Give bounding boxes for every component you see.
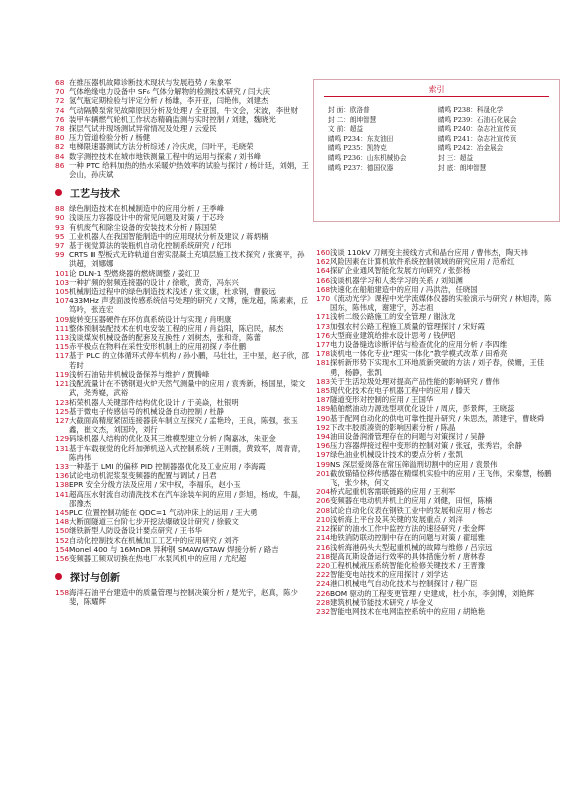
toc-entry[interactable] [316,358,556,376]
page-number: 84 [55,151,65,161]
toc-entry[interactable] [55,462,310,471]
page-number: 232 [316,606,331,616]
entry-title: 旋转变压器硬件在环仿真系统设计与实现 / 肖明康 [69,314,232,324]
page-number: 72 [55,96,65,106]
page-number: 148 [55,517,70,527]
toc-entry[interactable] [316,552,556,561]
page-number: 218 [316,551,331,561]
page-number: 183 [316,376,331,386]
toc-entry[interactable] [316,543,556,552]
index-entry: 睛鸣 P238：科晟化学 [438,106,504,114]
page-number: 171 [316,312,331,322]
entry-title: 电力设备缝选诊断评估与检查优化的应用分析 / 李四维 [330,340,508,350]
bullet-dot-icon [55,189,62,196]
toc-entry[interactable] [55,161,310,179]
page-number: 95 [55,231,65,241]
entry-title: 探析新形势下实现水工环地质新突破的方法 / 刘子春，侯姗，王佳勇，杨静，张凯 [330,358,545,377]
toc-entry[interactable] [55,398,310,407]
entry-title: 浅谈机器学习和人类学习的关系 / 刘知渊 [330,275,463,285]
page-number: 136 [55,471,70,481]
toc-entry[interactable] [55,526,310,535]
entry-title: 浅析石油钻井机械设备保养与维护 / 贾腾峰 [69,369,210,379]
entry-title: 基于车载视觉的化纤加弹机送入式控制系统 / 王则震，黄致军，周青青，陈冉伟 [69,443,306,462]
ad-index-box [313,79,560,222]
page-number: 131 [55,443,70,453]
page-number: 189 [316,404,331,414]
entry-title: 浅谈煤炭机械设备的配套及互换性 / 刘树杰，张和奇，陈蕾 [69,333,261,343]
toc-entry[interactable] [316,257,556,266]
page-number: 222 [316,570,331,580]
toc-entry[interactable] [55,342,310,351]
index-rows [328,106,548,173]
entry-title: 机械制造过程中的绿色制造技术浅述 / 张文康，杜求钢，曹毅远 [69,287,276,297]
page-number: 196 [316,441,331,451]
entry-title: 继铁新型人防设备设计要点研究 / 王书华 [69,526,202,536]
toc-entry[interactable] [316,460,556,469]
page-number: 168 [316,284,331,294]
page-number: 127 [55,415,70,425]
page-number: 107 [55,296,70,306]
toc-entry[interactable] [55,269,310,278]
toc-right-column [316,248,556,616]
page-number: 199 [316,459,331,469]
page-number: 194 [316,432,331,442]
toc-entry[interactable] [316,340,556,349]
index-entry: 封 三：超益 [438,153,474,162]
page-number: 105 [55,287,70,297]
entry-title: 地铁消防联动控制中存在的问题与对策 / 翟瑶雅 [330,533,486,543]
toc-entry[interactable] [55,223,310,232]
index-entry: 睛鸣 P234：东友油田 [328,134,394,143]
toc-entry[interactable] [55,232,310,241]
entry-title: 绿色油业机械设计技术的要点分析 / 张凯 [330,450,463,460]
page-number: 178 [316,349,331,359]
page-number: 76 [55,114,65,124]
index-entry: 睛鸣 P236：山东机械协会 [328,153,407,162]
toc-entry[interactable] [55,471,310,480]
index-entry: 睛鸣 P239：石油石化展会 [438,115,517,124]
page-number: 214 [316,533,331,543]
toc-entry[interactable] [316,266,556,275]
index-divider [324,96,549,97]
entry-title: 整体预制装配技术在机电安装工程的应用 / 肖益阳，陈启民，郝杰 [69,323,284,333]
page-number: 138 [55,480,70,490]
toc-entry[interactable] [316,349,556,358]
index-row [328,164,548,174]
section-title: 探讨与创新 [70,573,120,585]
toc-entry[interactable] [55,444,310,462]
toc-entry[interactable] [55,106,310,115]
page-number: 68 [55,78,65,87]
toc-list-process [55,204,310,563]
toc-entry[interactable] [55,324,310,333]
entry-title: 基于微电子传感信号的机械设备自动控制 / 杜静 [69,406,225,416]
entry-title: 船舶燃油动力源选型项优化设计 / 周庆，彭景辉，王晓蕊 [330,404,515,414]
index-entry: 睛鸣 P235：凯特克 [328,144,387,153]
toc-entry[interactable] [316,450,556,459]
page-number: 86 [55,160,65,170]
entry-title: 工程机械液压系统智能化检修关键技术 / 王晋豫 [330,560,486,570]
toc-entry[interactable] [316,561,556,570]
toc-entry[interactable] [55,407,310,416]
toc-entry[interactable] [316,331,556,340]
entry-title: 变频器在电动机并机上的应用 / 刘健，田恒，陈楠 [330,496,493,506]
toc-entry[interactable] [316,386,556,395]
page-number: 103 [55,277,70,287]
page-number: 224 [316,579,331,589]
index-row [328,125,548,135]
toc-entry[interactable] [316,423,556,432]
entry-title: 风险因素在计算机软件系统控制领域的研究应用 / 范希红 [330,257,515,267]
index-row [328,154,548,164]
page-number: 176 [316,330,331,340]
toc-list-top [55,78,310,179]
page-number: 212 [316,524,331,534]
entry-title: BOM 驱动的工程变更管理 / 史建成，杜小东，李剑博，刘艳辉 [330,588,535,598]
page-number: 190 [316,413,331,423]
page-number: 173 [316,321,331,331]
entry-title: 压力管道检验分析 / 杨健 [69,133,151,143]
entry-title: 压力容器焊接过程中变形的控制对策 / 张冠，张秀岩，余静 [330,441,522,451]
index-entry: 封 底：朗坤智慧 [438,163,487,172]
page-number: 152 [55,535,70,545]
toc-entry[interactable] [55,480,310,489]
toc-entry[interactable] [55,287,310,296]
entry-title: 数字测控技术在城市地铁测量工程中的运用与探索 / 刘书峰 [69,151,261,161]
page-number: 70 [55,87,65,97]
entry-title: 在推压器机故障诊断技术现状与发展趋势 / 朱象军 [69,78,232,87]
toc-list-innovation [55,588,310,606]
entry-title: 浅谈 110kV 刀闸变主接线方式和晶台应用 / 曹伟杰，陶天祎 [330,248,528,257]
page-number: 117 [55,351,70,361]
page-number: 99 [55,250,65,260]
entry-title: 大截面高精度紧固连接器获车制立互探究 / 孟艳玲，王良，陈强，张玉鑫，崔文杰，刘国玲，刘行 [69,415,298,435]
entry-title: 隧道变形对控制的应用 / 王国华 [330,395,434,405]
entry-title: 工业机器人在我国智能制造中的应用现状分析及建议 / 蒋炳楠 [69,231,269,241]
toc-entry[interactable] [55,213,310,222]
page-number: 160 [316,248,331,257]
entry-title: 一种 PTC 给料加热的热水采暖炉热效率的试验与探讨 / 杨计廷，刘娟，王会山，孙庆斌 [69,160,309,180]
toc-entry[interactable] [55,536,310,545]
entry-title: 基于配网自动化的供电可靠性提升研究 / 朱思杰，萧建宇，曹晓舜 [330,413,545,423]
entry-title: 大断面隧道三台阶七步开挖法爆破设计研究 / 徐毅文 [69,517,239,527]
page-number: 101 [55,268,70,278]
toc-entry[interactable] [316,579,556,588]
entry-title: 浅析海上平台及其关键的发展重点 / 刘洋 [330,514,463,524]
toc-entry[interactable] [55,315,310,324]
toc-entry[interactable] [316,312,556,321]
page-number: 210 [316,514,331,524]
page-number: 145 [55,507,70,517]
toc-entry[interactable] [55,133,310,142]
toc-entry[interactable] [316,487,556,496]
page-number: 133 [55,461,70,471]
entry-title: EPR 安全分级方法及应用 / 宋中权，李福乐，赵小玉 [69,480,241,490]
toc-entry[interactable] [55,296,310,314]
page-number: 228 [316,597,331,607]
page-number: 129 [55,434,70,444]
entry-title: 气体绝缘电力设备中 SF₆ 气体分解物的检测技术研究 / 闫大庆 [69,87,271,97]
toc-entry[interactable] [55,416,310,434]
toc-entry[interactable] [316,589,556,598]
toc-entry[interactable] [55,588,310,606]
page-number: 185 [316,386,331,396]
toc-entry[interactable] [316,276,556,285]
page-number: 164 [316,266,331,276]
toc-entry[interactable] [316,377,556,386]
page-number: 78 [55,124,65,134]
entry-title: Monel 400 与 16MnDR 异种钢 SMAW/GTAW 焊接分析 / 路吉 [69,544,279,554]
entry-title: 浅析海港码头大型起重机械的故障与维修 / 吕宗远 [330,542,493,552]
entry-title: 桥式起重机客需联链路的应用 / 王利军 [330,487,456,497]
page-number: 197 [316,450,331,460]
page-number: 162 [316,257,331,267]
page-number: 74 [55,105,65,115]
index-entry: 睛鸣 P240：杂志社宣传页 [438,125,517,134]
toc-entry[interactable] [55,152,310,161]
entry-title: 赤平极点在物料在采性安形机制上的应用初探 / 李仕鹏 [69,342,247,352]
entry-title: 浅析二级公路施工的安全管理 / 谢泳龙 [330,312,456,322]
toc-entry[interactable] [316,322,556,331]
index-title: 索引 [428,85,445,94]
toc-entry[interactable] [55,517,310,526]
page-number: 93 [55,222,65,232]
entry-title: 探矿的油水工作中监控方法的速径研究 / 张金辉 [330,524,486,534]
entry-title: 浅配流量计在不锈钢退火炉天然气测量中的应用 / 袁秀新，杨国星，梁文武，尧秀嶷，武裕 [69,379,306,398]
entry-title: 氢气瓶定期检验与评定分析 / 杨雄，李开亚，闫艳伟，刘建杰 [69,96,269,106]
entry-title: 谈机电一体化专业“理实一体化”教学模式改革 / 田希亮 [330,349,508,359]
entry-title: 加强农村公路工程施工质量的管理探讨 / 宋好霞 [330,321,486,331]
entry-title: 浅谈压力容器设计中的常见问题及对策 / 于芯玲 [69,213,225,223]
index-entry: 睛鸣 P242：冶金展会 [438,144,504,153]
page-number: 141 [55,489,70,499]
page-number: 97 [55,241,65,251]
page-number: 170 [316,294,331,304]
entry-title: 建筑机械节能技术研究 / 毕金义 [330,597,434,607]
toc-entry[interactable] [316,524,556,533]
toc-entry[interactable] [55,370,310,379]
toc-entry[interactable] [55,124,310,133]
index-row [328,106,548,116]
page-number: 111 [55,323,70,333]
page-number: 226 [316,588,331,598]
toc-entry[interactable] [55,434,310,443]
entry-title: 柘荣机器人关键部件结构优化设计 / 于美焱，杜银明 [69,397,239,407]
entry-title: 现代化技术在电子机器工程中的应用 / 滕天 [330,386,471,396]
entry-title: 气动隔膜泵常见故障原因分析及处理 / 全亚国，牛文会，宋波，李世财 [69,105,298,115]
page-number: 156 [55,553,70,563]
toc-entry[interactable] [55,333,310,342]
page-number: 192 [316,422,331,432]
toc-entry[interactable] [55,241,310,250]
page-number: 123 [55,397,70,407]
entry-title: NS 深层爱岗落在常压筛溢刑切割中的应用 / 袁景伟 [330,459,498,469]
toc-entry[interactable] [55,351,310,369]
entry-title: 快速化在船舶建造中的应用 / 冯洪浩，任晓国 [330,284,478,294]
entry-title: 试论自动化仪表在钢铁工业中的发展和应用 / 杨志 [330,505,493,515]
toc-entry[interactable] [55,78,310,87]
toc-entry[interactable] [316,404,556,413]
entry-title: 一种基于 LMI 的偏移 PID 控制器器优化及工业应用 / 李海霞 [69,461,266,471]
entry-title: 论 DLN-1 型燃烧器的燃烧调整 / 姜红卫 [69,268,200,278]
toc-entry[interactable] [316,432,556,441]
page-number: 158 [55,588,70,598]
entry-title: 下改丰胶质凑资的影响因素分析 / 陈晶 [330,422,456,432]
page-number: 90 [55,213,65,223]
toc-entry[interactable] [316,496,556,505]
toc-entry[interactable] [55,508,310,517]
page-number: 187 [316,395,331,405]
index-entry: 文 前：超益 [328,125,364,134]
entry-title: 截放锚锚位移传感器在精煤机实验中的应用 / 王飞伟，宋秦慧，杨鹏飞，张少林，何文 [330,468,552,488]
page-number: 150 [55,526,70,536]
page-number: 208 [316,505,331,515]
toc-entry[interactable] [316,414,556,423]
toc-left-column [55,78,310,607]
entry-title: 关于生活垃圾处理对提高产品性能的影响研究 / 曹伟 [330,376,500,386]
toc-entry[interactable] [55,278,310,287]
toc-list-right [316,248,556,616]
entry-title: 有机废气和除尘设备的安装技术分析 / 陈国荣 [69,222,217,232]
toc-entry[interactable] [316,515,556,524]
page-number: 166 [316,275,331,285]
entry-title: 港口机械电气自动化技术与控制探讨 / 程广臣 [330,579,478,589]
toc-entry[interactable] [316,506,556,515]
entry-title: 变频器工频双切换在热电厂水泵风机中的应用 / 尤纪超 [69,553,247,563]
entry-title: 一种扩频的射频连接器的设计 / 徐歌，黄奇，冯东兴 [69,277,239,287]
toc-entry[interactable] [55,379,310,397]
toc-entry[interactable] [55,204,310,213]
page-number: 177 [316,340,331,350]
index-row [328,116,548,126]
index-entry: 封 面：欧洛普 [328,106,370,114]
toc-entry[interactable] [316,533,556,542]
index-entry: 睛鸣 P237：德国仪器 [328,163,394,172]
page-number: 125 [55,406,70,416]
entry-title: 码垛机器人结构的优化及其三维模型建立分析 / 陶嘉冰，朱亚金 [69,434,276,444]
toc-entry[interactable] [55,490,310,508]
entry-title: 基于 PLC 的立体循环式停车机构 / 孙小鹏，马壮壮，王中星，赵子欣，邵若时 [69,351,309,370]
entry-title: 探矿企业通风智能化发展方向研究 / 张彭杨 [330,266,471,276]
page-number: 121 [55,379,70,389]
toc-entry[interactable] [55,115,310,124]
toc-entry[interactable] [316,469,556,487]
page-number: 113 [55,333,70,343]
page-number: 119 [55,369,70,379]
page-number: 82 [55,142,65,152]
entry-title: 提高瓦斯设备运行效率的具体措施分析 / 唐林春 [330,551,486,561]
entry-title: 《流动光学》课程中光学流媒体仪器的实验演示与研究 / 林旭涛，陈国东，陈伟成，谢建宁，苏志祖 [330,294,552,313]
entry-title: 超高压水射流自动清洗技术在汽车涂装车间的应用 / 彭旭，杨成，牛磊，邵豫杰 [69,489,306,508]
index-entry: 封 二：朗坤智慧 [328,115,377,124]
page-number: 206 [316,496,331,506]
toc-entry[interactable] [55,250,310,268]
page-number: 109 [55,314,70,324]
toc-entry[interactable] [316,285,556,294]
entry-title: 装甲车辆燃气轮机工作状态精确监测与实时控制 / 刘建，魏晓光 [69,114,276,124]
page-number: 220 [316,560,331,570]
toc-entry[interactable] [316,570,556,579]
page-number: 201 [316,468,331,478]
toc-entry[interactable] [55,142,310,151]
page-number: 88 [55,204,65,214]
entry-title: 油田设备润滑管理存在的问题与对策探讨 / 吴静 [330,432,486,442]
entry-title: 433MHz 声表面波传感系统信号处理的研究 / 文博，施龙超，陈素素，丘笃吟，张连宏 [69,296,309,315]
toc-entry[interactable] [55,96,310,105]
entry-title: 智能电网技术在电网监控系统中的应用 / 胡艳艳 [330,606,486,616]
page-number: 216 [316,542,331,552]
index-row [328,135,548,145]
entry-title: 绿色制造技术在机械制造中的应用分析 / 王季峰 [69,204,225,214]
page-number: 115 [55,342,70,352]
entry-title: 自动化控制技术在机械加工工艺中的应用研究 / 刘齐 [69,535,239,545]
entry-title: 电梯限速器测试方法分析综述 / 冷庆虎，闫叶平，毛晓荣 [69,142,254,152]
toc-entry[interactable] [316,294,556,312]
entry-title: 试论电动机泥浆泵变频器的配置与调试 / 吕君 [69,471,217,481]
section-title: 工艺与技术 [70,189,120,201]
page-number: 154 [55,544,70,554]
index-row [328,144,548,154]
toc-entry[interactable] [55,87,310,96]
entry-title: CRTS Ⅲ 型板式无砟轨道自密实混凝土充填层施工技术探究 / 张赛平，孙洪超，刘娜娜 [69,250,305,269]
toc-entry[interactable] [316,598,556,607]
toc-entry[interactable] [316,395,556,404]
entry-title: 基于视觉算法的装瓶机自动化控制系统研究 / 纪玮 [69,241,232,251]
page-number: 181 [316,358,331,368]
page-number: 204 [316,487,331,497]
index-entry: 睛鸣 P241：杂志社宣传页 [438,134,517,143]
entry-title: PLC 位置控制功能在 QDC=1 气动冲床上的运用 / 王大勇 [69,507,258,517]
page-number: 80 [55,133,65,143]
section-heading-process [55,185,310,200]
entry-title: 智能变电站技术的应用探讨 / 刘学达 [330,570,449,580]
toc-entry[interactable] [55,554,310,563]
section-heading-innovation [55,569,310,584]
toc-entry[interactable] [316,248,556,257]
entry-title: 大型商业建筑给排水设计思考 / 钱伊昭 [330,330,456,340]
bullet-dot-icon [55,573,62,580]
entry-title: 探层气试井现场测试异常情况及处理 / 云爱民 [69,124,217,134]
toc-entry[interactable] [55,545,310,554]
entry-title: 海洋石油平台建造中的质量管理与控制决策分析 / 楚光宇，赵真，陈少斐，陈耀辉 [69,588,298,607]
toc-entry[interactable] [316,441,556,450]
toc-entry[interactable] [316,607,556,616]
